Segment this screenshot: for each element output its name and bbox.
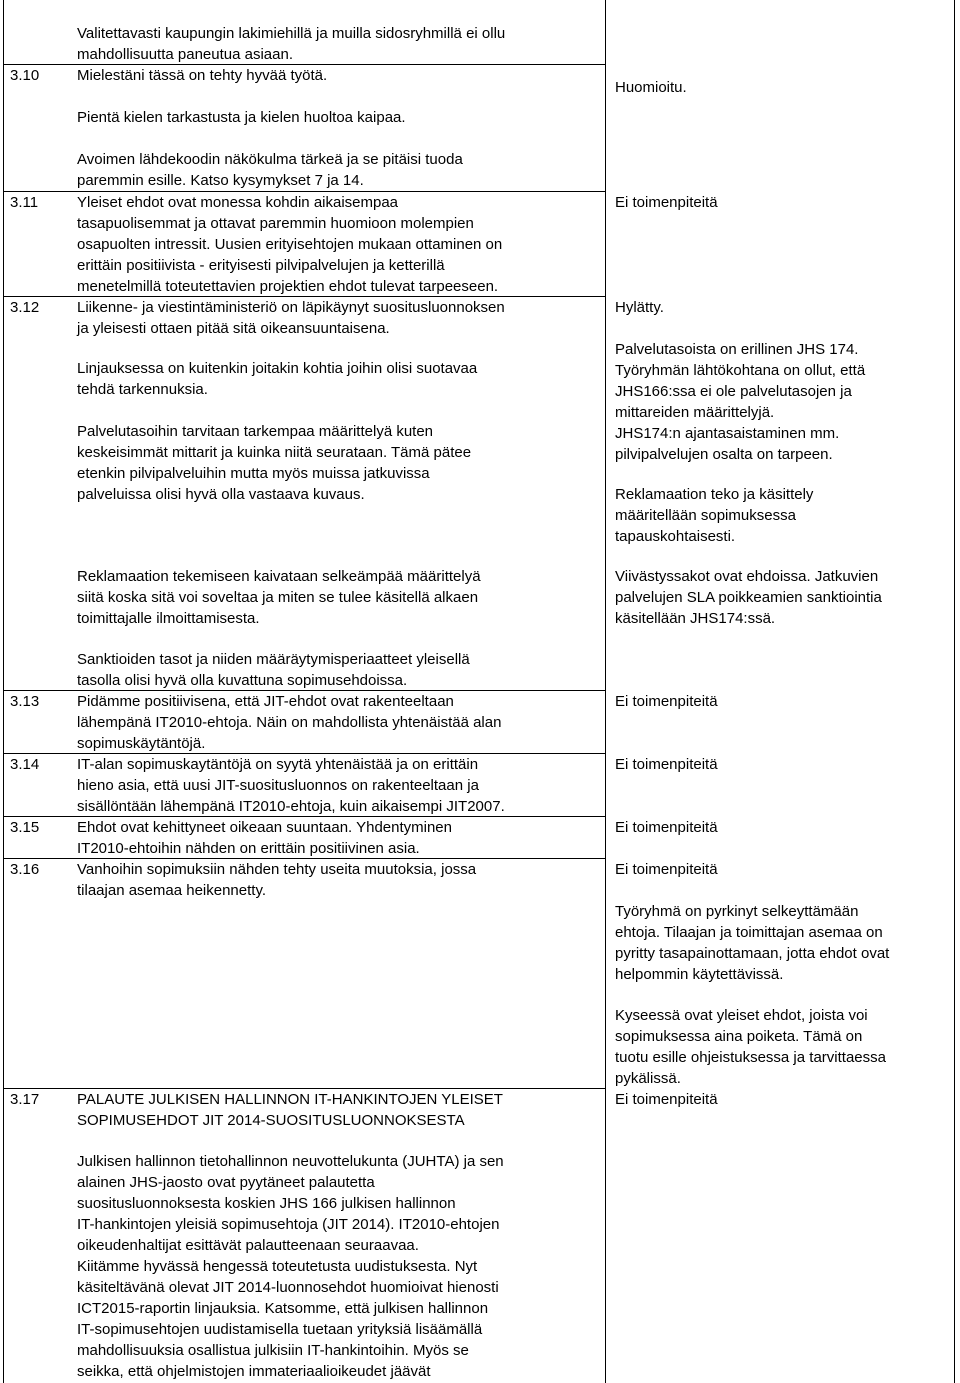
row-text: IT-alan sopimuskaytäntöjä on syytä yhtenäistää ja on erittäin hieno asia, että uusi JIT-suositusluonnos on rakenteeltaan ja sisällöntään lähempänä IT2010-ehtoja, kuin aikaisempi JIT2007. <box>77 756 505 815</box>
table-border-middle <box>605 0 606 1383</box>
row-response: Ei toimenpiteitä <box>615 861 718 878</box>
row-text: Mielestäni tässä on tehty hyvää työtä. <box>77 67 328 84</box>
row-text: Julkisen hallinnon tietohallinnon neuvottelukunta (JUHTA) ja sen alainen JHS-jaosto ovat pyytäneet palautetta suositusluonnoksesta koskien JHS 166 julkisen hallinnon IT-hankintojen yleisiä sopimusehtoja (JIT 2014). IT2010-ehtojen oikeudenhaltijat esittävät palautteenaan seuraavaa. Kiitämme hyvässä hengessä toteutetusta uudistuksesta. Nyt käsiteltävänä olevat JIT 2014-luonnosehdot huomioivat hienosti ICT2015-raportin linjauksia. Katsomme, että julkisen hallinnon IT-sopimusehtojen uudistamisella tuetaan yrityksiä lisäämällä mahdollisuuksia osallistua julkisiin IT-hankintoihin. Myös se seikka, että ohjelmistojen immateriaalioikeudet jäävät <box>77 1153 504 1380</box>
row-response: Työryhmä on pyrkinyt selkeyttämään ehtoja. Tilaajan ja toimittajan asemaa on pyritty tasapainottamaan, jotta ehdot ovat helpommin käytettävissä. <box>615 903 890 983</box>
row-text: Liikenne- ja viestintäministeriö on läpikäynyt suositusluonnoksen ja yleisesti ottaen pitää sitä oikeansuuntaisena. <box>77 299 505 337</box>
row-text: Ehdot ovat kehittyneet oikeaan suuntaan. Yhdentyminen IT2010-ehtoihin nähden on erittäin positiivinen asia. <box>77 819 452 857</box>
row-heading: PALAUTE JULKISEN HALLINNON IT-HANKINTOJEN YLEISET SOPIMUSEHDOT JIT 2014-SUOSITUSLUONNOKSESTA <box>77 1091 503 1129</box>
row-text: Avoimen lähdekoodin näkökulma tärkeä ja se pitäisi tuoda paremmin esille. Katso kysymykset 7 ja 14. <box>77 151 463 189</box>
row-text: Linjauksessa on kuitenkin joitakin kohtia joihin olisi suotavaa tehdä tarkennuksia. <box>77 360 478 398</box>
row-response: Ei toimenpiteitä <box>615 1091 718 1108</box>
row-text: Pidämme positiivisena, että JIT-ehdot ovat rakenteeltaan lähempänä IT2010-ehtoja. Näin on mahdollista yhtenäistää alan sopimuskäytäntöjä. <box>77 693 502 752</box>
row-text: Yleiset ehdot ovat monessa kohdin aikaisempaa tasapuolisemmat ja ottavat paremmin huomioon molempien osapuolten intressit. Uusien erityisehtojen mukaan ottaminen on erittäin positiivista - erityisesti pilvipalvelujen ja ketterillä menetelmillä toteutettavien projektien ehdot tulevat tarpeeseen. <box>77 194 503 295</box>
row-response: Ei toimenpiteitä <box>615 819 718 836</box>
row-number: 3.16 <box>10 861 40 878</box>
row-response: Ei toimenpiteitä <box>615 194 718 211</box>
row-response: Palvelutasoista on erillinen JHS 174. Työryhmän lähtökohtana on ollut, että JHS166:ssa ei ole palvelutasojen ja mittareiden määrittelyjä. JHS174:n ajantasaistaminen mm. pilvipalvelujen osalta on tarpeen. <box>615 341 866 463</box>
row-text: Sanktioiden tasot ja niiden määräytymisperiaatteet yleisellä tasolla olisi hyvä olla kuvattuna sopimusehdoissa. <box>77 651 470 689</box>
row-response: Reklamaation teko ja käsittely määritellään sopimuksessa tapauskohtaisesti. <box>615 486 814 545</box>
row-text: Vanhoihin sopimuksiin nähden tehty useita muutoksia, jossa tilaajan asemaa heikennetty. <box>77 861 477 899</box>
row-response: Ei toimenpiteitä <box>615 756 718 773</box>
row-number: 3.10 <box>10 67 40 84</box>
row-text: Pientä kielen tarkastusta ja kielen huoltoa kaipaa. <box>77 109 406 126</box>
row-number: 3.14 <box>10 756 40 773</box>
row-number: 3.11 <box>10 194 39 211</box>
row-response: Ei toimenpiteitä <box>615 693 718 710</box>
row-text: Valitettavasti kaupungin lakimiehillä ja muilla sidosryhmillä ei ollu mahdollisuutta paneutua asiaan. <box>77 25 506 63</box>
row-number: 3.12 <box>10 299 40 316</box>
row-number: 3.15 <box>10 819 40 836</box>
row-response: Huomioitu. <box>615 79 687 96</box>
row-number: 3.17 <box>10 1091 40 1108</box>
row-response: Kyseessä ovat yleiset ehdot, joista voi sopimuksessa aina poiketa. Tämä on tuotu esille ohjeistuksessa ja tarvittaessa pykälissä. <box>615 1007 886 1087</box>
row-response: Viivästyssakot ovat ehdoissa. Jatkuvien palvelujen SLA poikkeamien sanktiointia käsitellään JHS174:ssä. <box>615 568 882 627</box>
row-text: Reklamaation tekemiseen kaivataan selkeämpää määrittelyä siitä koska sitä voi soveltaa ja miten se tulee käsitellä alkaen toimittajalle ilmoittamisesta. <box>77 568 481 627</box>
row-number: 3.13 <box>10 693 40 710</box>
table-border-left <box>3 0 4 1383</box>
row-response: Hylätty. <box>615 299 664 316</box>
row-text: Palvelutasoihin tarvitaan tarkempaa määrittelyä kuten keskeisimmät mittarit ja kuinka niitä seurataan. Tämä pätee etenkin pilvipalveluihin mutta myös muissa jatkuvissa palveluissa olisi hyvä olla vastaava kuvaus. <box>77 423 472 503</box>
